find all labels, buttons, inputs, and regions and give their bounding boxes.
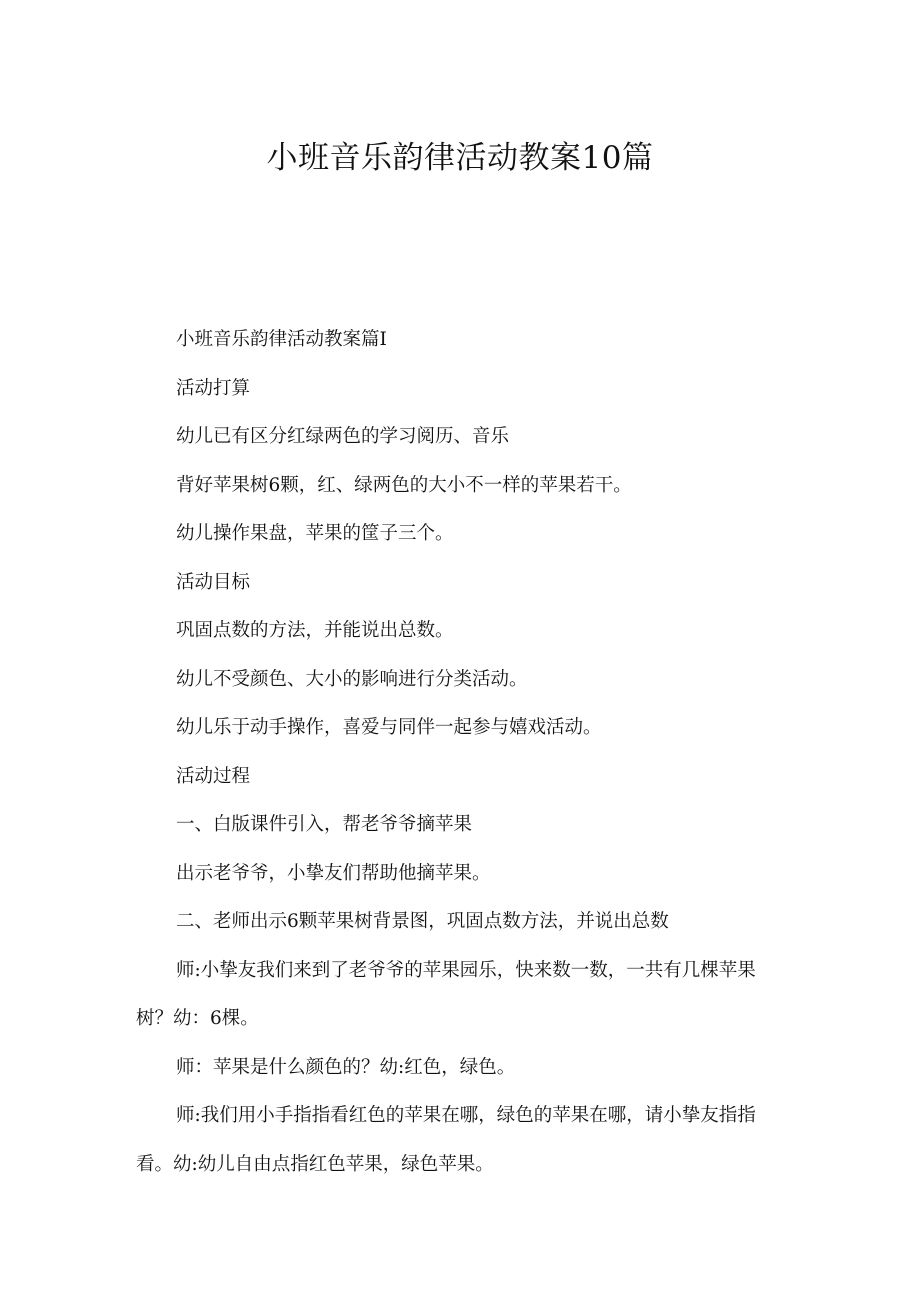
paragraph: 师：苹果是什么颜色的？幼:红色，绿色。 [176,1056,516,1078]
document-title: 小班音乐韵律活动教案10篇 [266,140,654,176]
subheading-preparation: 活动打算 [176,377,251,399]
paragraph: 幼儿操作果盘，苹果的筐子三个。 [176,523,454,544]
paragraph: 巩固点数的方法，并能说出总数。 [176,620,454,641]
paragraph: 幼儿不受颜色、大小的影响进行分类活动。 [176,668,528,690]
subheading-goals: 活动目标 [176,571,251,593]
paragraph: 背好苹果树6颗，红、绿两色的大小不一样的苹果若干。 [176,474,632,496]
paragraph: 出示老爷爷，小挚友们帮助他摘苹果。 [176,862,491,884]
paragraph: 幼儿乐于动手操作，喜爱与同伴一起参与嬉戏活动。 [176,717,602,738]
paragraph: 二、老师出示6颗苹果树背景图，巩固点数方法，并说出总数 [176,911,669,932]
subheading-process: 活动过程 [176,765,251,787]
document-body [136,316,786,1189]
paragraph: 一、白版课件引入，帮老爷爷摘苹果 [176,814,473,835]
section-heading: 小班音乐韵律活动教案篇I [176,329,387,350]
paragraph: 幼儿已有区分红绿两色的学习阅历、音乐 [176,426,510,447]
paragraph: 师:我们用小手指指看红色的苹果在哪，绿色的苹果在哪，请小挚友指指看。幼:幼儿自由点指红色苹果，绿色苹果。 [136,1105,756,1175]
paragraph: 师:小挚友我们来到了老爷爷的苹果园乐，快来数一数，一共有几棵苹果树？幼：6棵。 [136,959,756,1029]
